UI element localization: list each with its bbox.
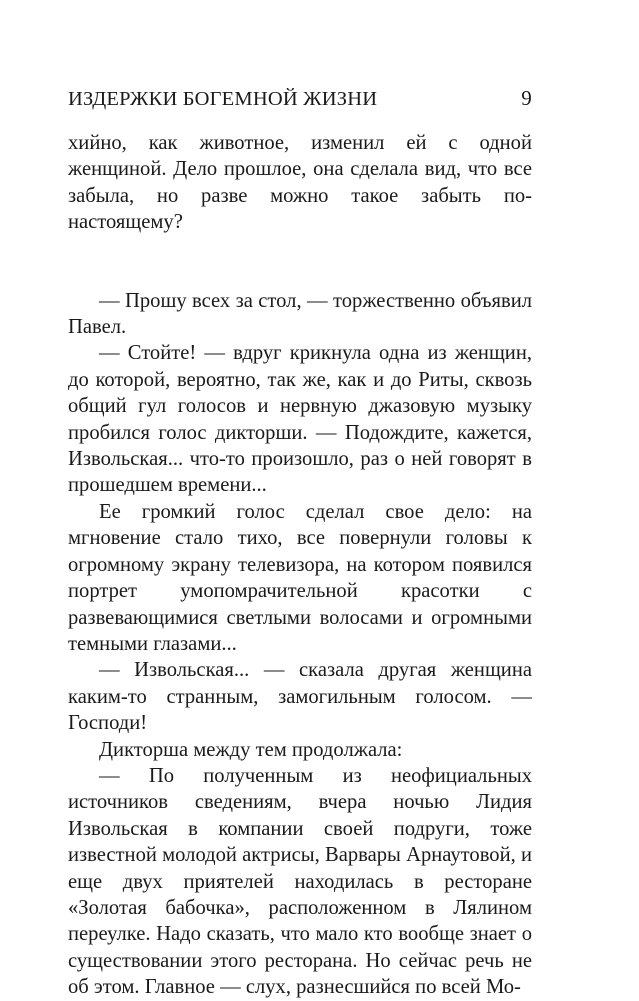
paragraph: Ее громкий голос сделал свое дело: на мгновение стало тихо, все повернули головы к огромному экрану телевизора, на котором появился портрет умопомрачительной красотки с развевающимися светлыми волосами и огромными темными глазами... [68,500,532,655]
body-text [68,130,532,1001]
running-header [68,86,532,111]
section-break [68,236,532,288]
paragraph: — Стойте! — вдруг крикнула одна из женщин, до которой, вероятно, так же, как и до Риты, сквозь общий гул голосов и нервную джазовую музыку пробился голос дикторши. — Подождите, кажется, Извольская... что-то произошло, раз о ней говорят в прошедшем времени... [68,342,532,497]
paragraph: Дикторша между тем продолжала: [99,738,403,761]
paragraph: — Извольская... — сказала другая женщина каким-то странным, замогильным голосом. — Господи! [68,659,532,735]
running-title: ИЗДЕРЖКИ БОГЕМНОЙ ЖИЗНИ [68,88,378,110]
book-page [68,86,532,1001]
paragraph: — По полученным из неофициальных источников сведениям, вчера ночью Лидия Извольская в компании своей подруги, тоже известной молодой актрисы, Варвары Арнаутовой, и еще двух приятелей находилась в ресторане «Золотая бабочка», расположенном в Лялином переулке. Надо сказать, что мало кто вообще знает о существовании этого ресторана. Но сейчас речь не об этом. Главное — слух, разнесшийся по всей Мо- [68,764,532,999]
paragraph: — Прошу всех за стол, — торжественно объявил Павел. [68,289,532,339]
page-number: 9 [521,86,532,110]
paragraph-continued: хийно, как животное, изменил ей с одной женщиной. Дело прошлое, она сделала вид, что все забыла, но разве можно такое забыть по-настоящему? [68,132,532,234]
